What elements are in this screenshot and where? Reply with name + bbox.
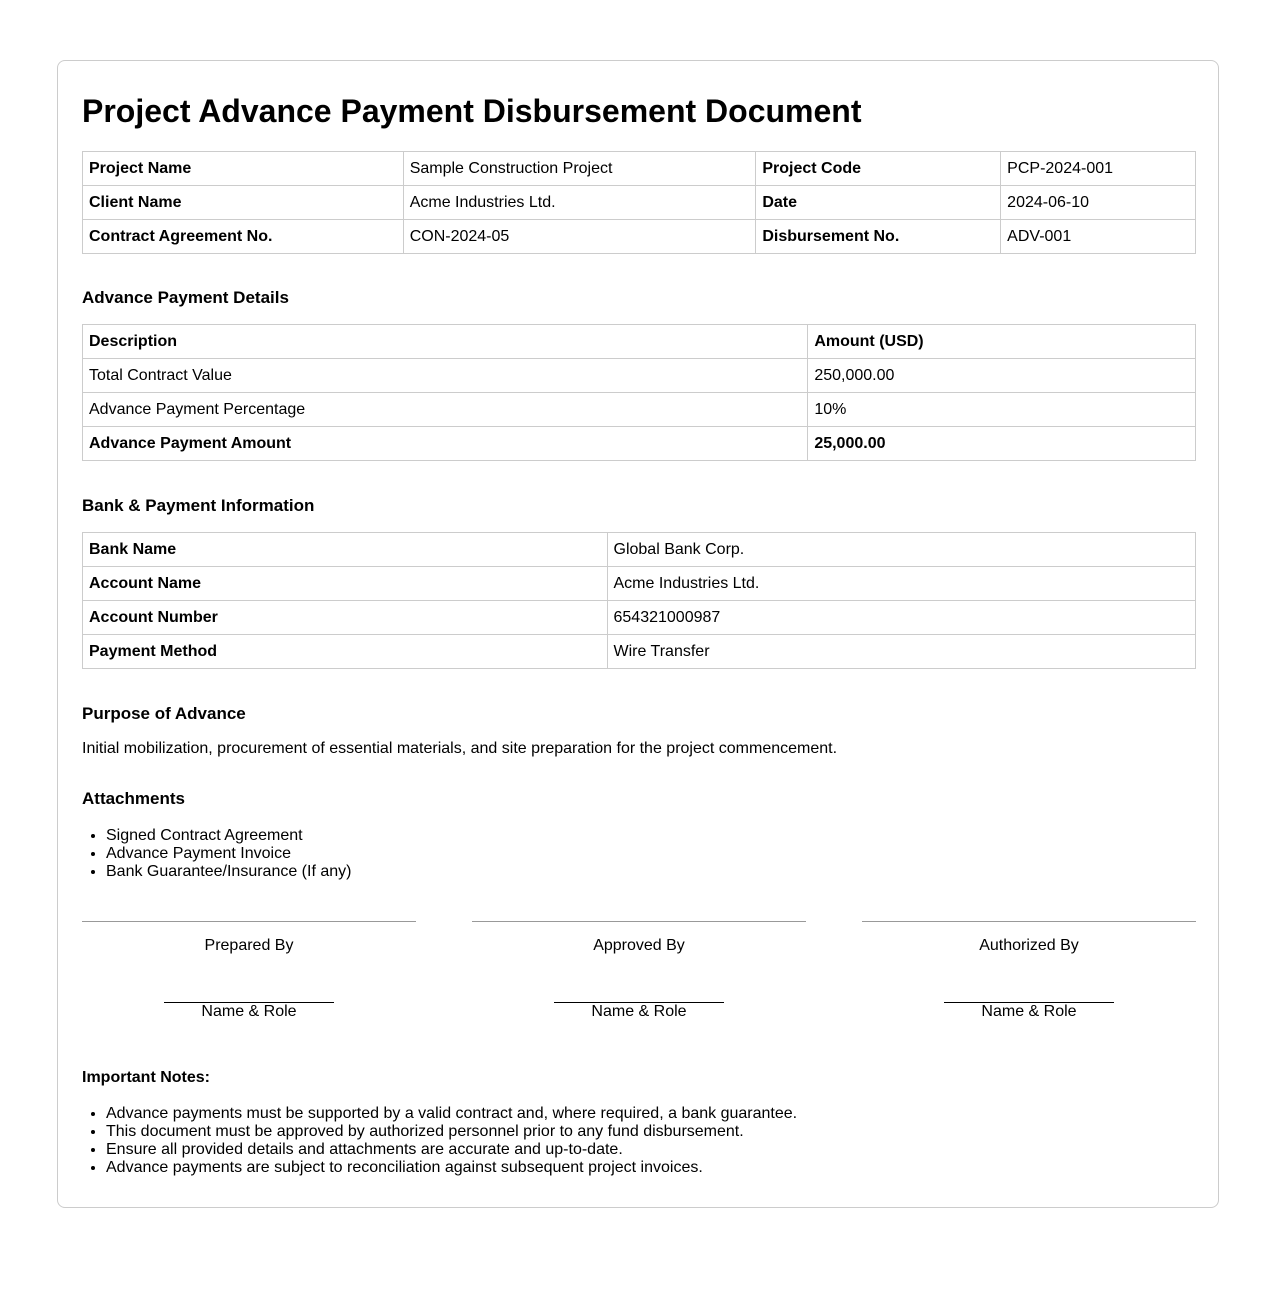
project-code-value: PCP-2024-001 [1001, 152, 1196, 186]
date-label: Date [756, 186, 1001, 220]
signature-block-approved [472, 921, 806, 1021]
list-item: • Bank Guarantee/Insurance (If any) [106, 863, 351, 881]
project-code-label: Project Code [756, 152, 1001, 186]
table-row [83, 186, 1196, 220]
project-info-table [82, 151, 1196, 254]
list-item: • Advance payments must be supported by a valid contract and, where required, a bank guarantee. [106, 1105, 797, 1123]
table-row [83, 533, 1196, 567]
attachments-heading: Attachments [82, 789, 185, 808]
client-name-value: Acme Industries Ltd. [403, 186, 756, 220]
account-name-value: Acme Industries Ltd. [607, 567, 1196, 601]
bank-name-value: Global Bank Corp. [607, 533, 1196, 567]
account-number-label: Account Number [83, 601, 608, 635]
table-row [83, 567, 1196, 601]
date-value: 2024-06-10 [1001, 186, 1196, 220]
attachments-list [82, 827, 351, 881]
list-item: • Signed Contract Agreement [106, 827, 351, 845]
purpose-heading: Purpose of Advance [82, 704, 246, 723]
table-row [83, 152, 1196, 186]
amount-cell: 10% [808, 393, 1196, 427]
signature-name-role: Name & Role [201, 1003, 297, 1020]
signature-divider [862, 921, 1196, 922]
table-row [83, 359, 1196, 393]
table-row [83, 635, 1196, 669]
list-item: • Advance payments are subject to reconciliation against subsequent project invoices. [106, 1159, 797, 1177]
document-title: Project Advance Payment Disbursement Document [82, 93, 862, 129]
disbursement-no-label: Disbursement No. [756, 220, 1001, 254]
list-item: • This document must be approved by authorized personnel prior to any fund disbursement. [106, 1123, 797, 1141]
bank-info-heading: Bank & Payment Information [82, 496, 315, 515]
signature-divider [472, 921, 806, 922]
document-card [57, 60, 1219, 1208]
notes-heading: Important Notes: [82, 1069, 210, 1086]
contract-no-value: CON-2024-05 [403, 220, 756, 254]
contract-no-label: Contract Agreement No. [83, 220, 404, 254]
signature-name-role: Name & Role [591, 1003, 687, 1020]
table-row [83, 220, 1196, 254]
signature-role: Approved By [593, 937, 685, 954]
payment-method-value: Wire Transfer [607, 635, 1196, 669]
payment-method-label: Payment Method [83, 635, 608, 669]
signature-block-authorized [862, 921, 1196, 1021]
table-row [83, 427, 1196, 461]
bank-name-label: Bank Name [83, 533, 608, 567]
description-column-header: Description [83, 325, 808, 359]
account-number-value: 654321000987 [607, 601, 1196, 635]
signature-role: Prepared By [204, 937, 294, 954]
advance-details-table [82, 324, 1196, 461]
description-cell: Advance Payment Amount [83, 427, 808, 461]
table-header-row [83, 325, 1196, 359]
signature-block-prepared [82, 921, 416, 1021]
description-cell: Total Contract Value [83, 359, 808, 393]
bank-info-table [82, 532, 1196, 669]
description-cell: Advance Payment Percentage [83, 393, 808, 427]
project-name-value: Sample Construction Project [403, 152, 756, 186]
purpose-text: Initial mobilization, procurement of essential materials, and site preparation for the project commencement. [82, 740, 838, 757]
disbursement-no-value: ADV-001 [1001, 220, 1196, 254]
signature-role: Authorized By [979, 937, 1079, 954]
account-name-label: Account Name [83, 567, 608, 601]
advance-details-heading: Advance Payment Details [82, 288, 289, 307]
table-row [83, 601, 1196, 635]
amount-cell: 250,000.00 [808, 359, 1196, 393]
client-name-label: Client Name [83, 186, 404, 220]
project-name-label: Project Name [83, 152, 404, 186]
signature-divider [82, 921, 416, 922]
table-row [83, 393, 1196, 427]
amount-cell: 25,000.00 [808, 427, 1196, 461]
signature-name-role: Name & Role [981, 1003, 1077, 1020]
list-item: • Advance Payment Invoice [106, 845, 351, 863]
notes-list [82, 1105, 797, 1177]
list-item: • Ensure all provided details and attachments are accurate and up-to-date. [106, 1141, 797, 1159]
amount-column-header: Amount (USD) [808, 325, 1196, 359]
